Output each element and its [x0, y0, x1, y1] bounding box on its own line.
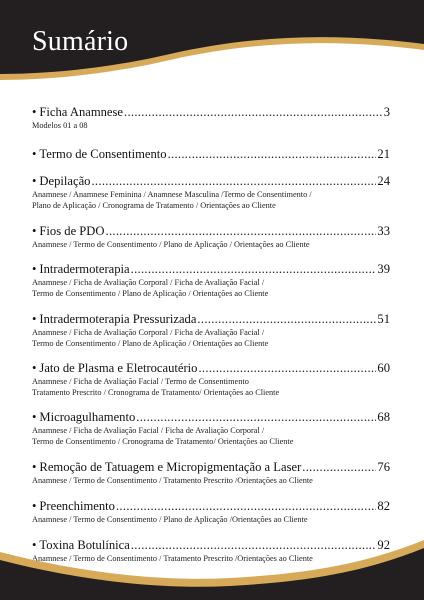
toc-entry-title: Intradermoterapia Pressurizada	[39, 312, 197, 326]
bullet-icon: •	[32, 410, 37, 424]
toc-entry-subitems: Anamnese / Termo de Consentimento / Tratamento Prescrito /Orientações ao Cliente	[32, 554, 313, 563]
toc-entry-page: 60	[377, 361, 390, 375]
bullet-icon: •	[32, 174, 37, 188]
footer-dark-wave	[0, 548, 424, 600]
toc-entry[interactable]	[32, 174, 390, 211]
footer-banner	[0, 530, 424, 600]
toc-entry-page: 33	[377, 224, 390, 238]
toc-entry-subitems: Termo de Consentimento / Plano de Aplicação / Orientações ao Cliente	[32, 339, 269, 348]
dot-leader	[116, 499, 376, 514]
toc-entry-line	[32, 361, 390, 376]
toc-entry[interactable]	[32, 460, 390, 486]
dot-leader	[197, 312, 376, 327]
toc-entry-page: 39	[377, 262, 390, 276]
bullet-icon: •	[32, 147, 37, 161]
toc-entry[interactable]	[32, 147, 390, 162]
toc-entry-page: 24	[377, 174, 390, 188]
toc-entry-subitems: Modelos 01 a 08	[32, 121, 88, 130]
toc-entry-page: 68	[377, 410, 390, 424]
page-title: Sumário	[32, 26, 129, 57]
toc-entry-title: Microagulhamento	[39, 410, 136, 424]
toc-entry-subitems: Anamnese / Ficha de Avaliação Corporal / Ficha de Avaliação Facial /	[32, 278, 265, 287]
dot-leader	[124, 105, 383, 120]
dot-leader	[91, 174, 376, 189]
toc-entry-page: 92	[377, 538, 390, 552]
toc-entry-title: Remoção de Tatuagem e Micropigmentação a Laser	[39, 460, 302, 474]
bullet-icon: •	[32, 105, 37, 119]
toc-entry-title: Depilação	[39, 174, 91, 188]
toc-entry[interactable]	[32, 499, 390, 525]
toc-entry-page: 76	[377, 460, 390, 474]
toc-entry-subitems: Anamnese / Anamnese Feminina / Anamnese Masculina /Termo de Consentimento /	[32, 190, 312, 199]
toc-entry-line	[32, 410, 390, 425]
toc-entry-page: 51	[377, 312, 390, 326]
toc-entry[interactable]	[32, 361, 390, 398]
toc-entry-subitems: Anamnese / Ficha de Avaliação Corporal / Ficha de Avaliação Facial /	[32, 328, 265, 337]
toc-entry-line	[32, 499, 390, 514]
bullet-icon: •	[32, 499, 37, 513]
toc-entry-title: Preenchimento	[39, 499, 115, 513]
toc-entry-line	[32, 262, 390, 277]
bullet-icon: •	[32, 460, 37, 474]
toc-entry-line	[32, 460, 390, 475]
toc-entry-page: 82	[377, 499, 390, 513]
table-of-contents	[32, 105, 390, 564]
toc-entry-subitems: Anamnese / Ficha de Avaliação Facial / Ficha de Avaliação Corporal /	[32, 426, 265, 435]
toc-entry-title: Fios de PDO	[39, 224, 105, 238]
toc-entry[interactable]	[32, 312, 390, 349]
toc-entry-line	[32, 312, 390, 327]
dot-leader	[198, 361, 376, 376]
bullet-icon: •	[32, 224, 37, 238]
bullet-icon: •	[32, 312, 37, 326]
bullet-icon: •	[32, 361, 37, 375]
toc-entry-subitems: Plano de Aplicação / Cronograma de Tratamento / Orientações ao Cliente	[32, 201, 276, 210]
toc-entry[interactable]	[32, 224, 390, 250]
toc-entry-subitems: Anamnese / Termo de Consentimento / Tratamento Prescrito /Orientações ao Cliente	[32, 476, 313, 485]
toc-entry-title: Jato de Plasma e Eletrocautério	[39, 361, 198, 375]
dot-leader	[131, 262, 377, 277]
dot-leader	[136, 410, 376, 425]
toc-entry-subitems: Anamnese / Ficha de Avaliação Facial / Termo de Consentimento	[32, 377, 249, 386]
toc-entry-title: Ficha Anamnese	[39, 105, 124, 119]
toc-entry-line	[32, 147, 390, 162]
toc-entry-subitems: Termo de Consentimento / Cronograma de Tratamento/ Orientações ao Cliente	[32, 437, 294, 446]
toc-entry-page: 21	[377, 147, 390, 161]
toc-entry-line	[32, 105, 390, 120]
toc-entry-page: 3	[383, 105, 390, 119]
toc-entry-subitems: Anamnese / Termo de Consentimento / Plano de Aplicação /Orientações ao Cliente	[32, 515, 308, 524]
toc-entry-title: Termo de Consentimento	[39, 147, 167, 161]
dot-leader	[106, 224, 377, 239]
dot-leader	[168, 147, 377, 162]
toc-entry-line	[32, 174, 390, 189]
toc-entry-line	[32, 224, 390, 239]
toc-entry-subitems: Termo de Consentimento / Plano de Aplicação / Orientações ao Cliente	[32, 289, 269, 298]
toc-entry[interactable]	[32, 410, 390, 447]
dot-leader	[302, 460, 376, 475]
bullet-icon: •	[32, 262, 37, 276]
toc-entry-title: Toxina Botulínica	[39, 538, 130, 552]
toc-entry-title: Intradermoterapia	[39, 262, 130, 276]
toc-entry[interactable]	[32, 262, 390, 299]
toc-entry-subitems: Tratamento Prescrito / Cronograma de Tratamento/ Orientações ao Cliente	[32, 388, 280, 397]
toc-entry-subitems: Anamnese / Termo de Consentimento / Plano de Aplicação / Orientações ao Cliente	[32, 240, 310, 249]
toc-entry[interactable]	[32, 105, 390, 131]
bullet-icon: •	[32, 538, 37, 552]
